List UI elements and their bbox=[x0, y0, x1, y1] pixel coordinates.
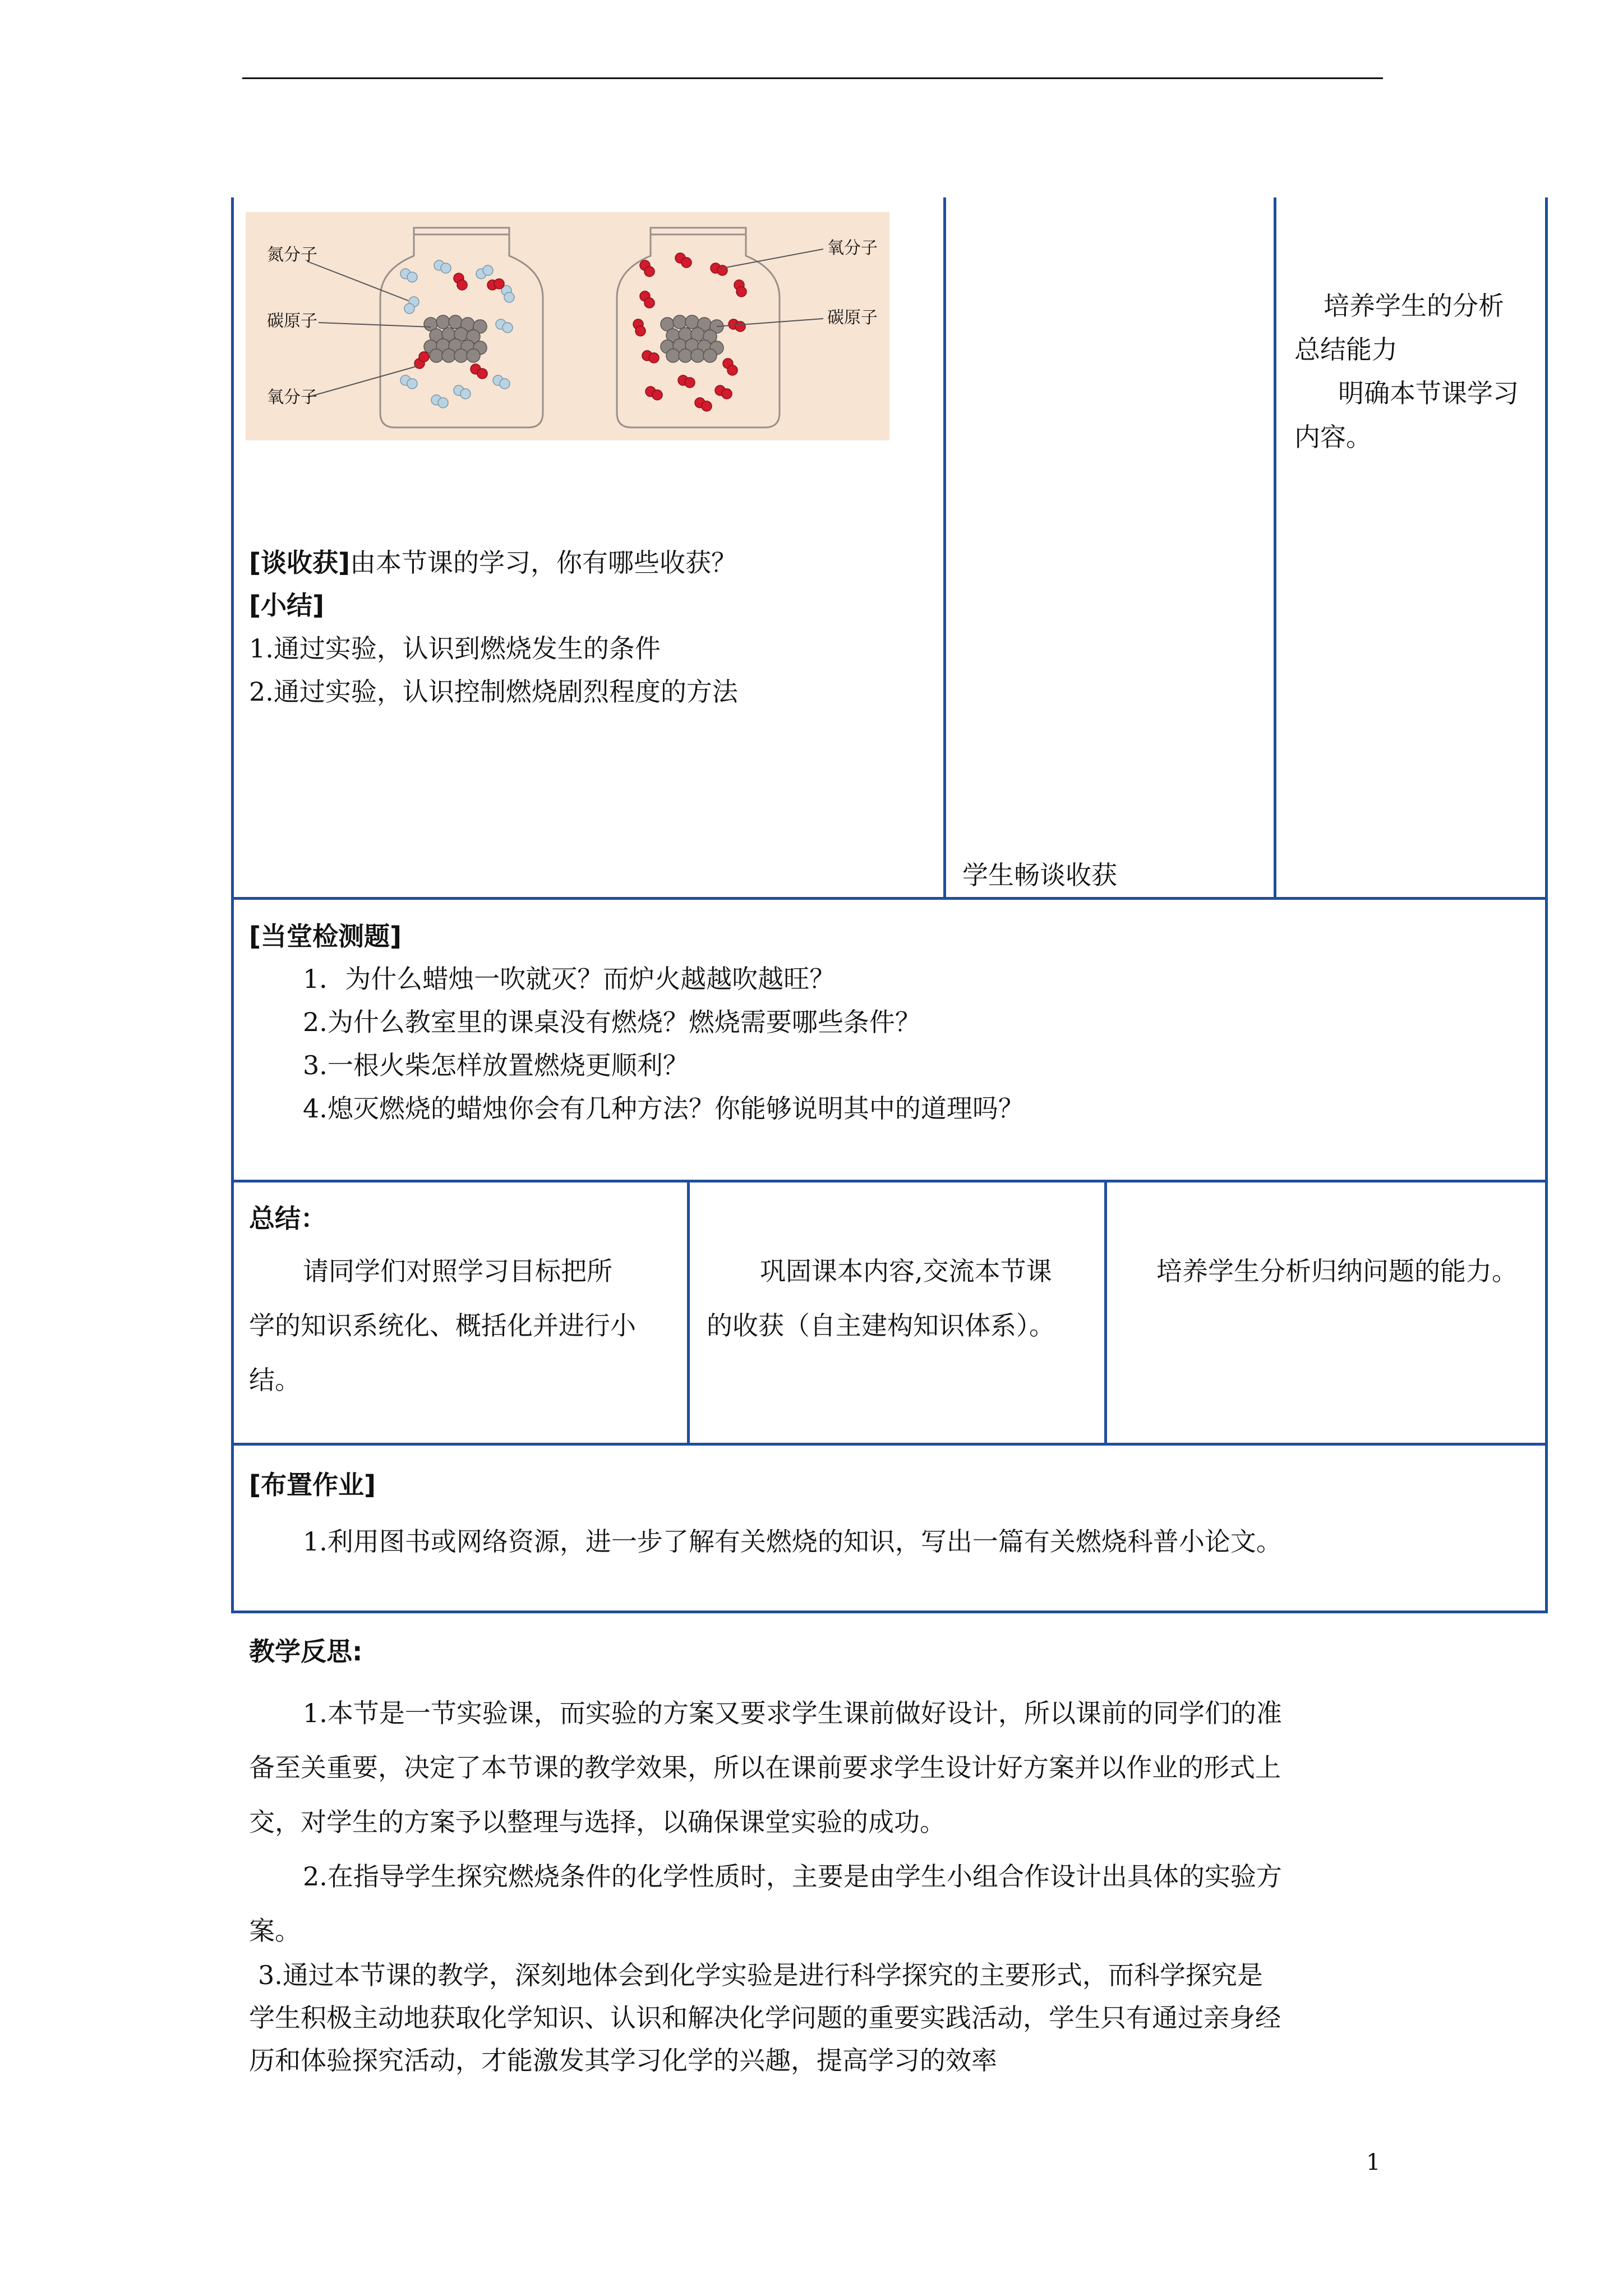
reflection-paragraph-2: 2.在指导学生探究燃烧条件的化学性质时，主要是由学生小组合作设计出具体的实验方 案。 bbox=[249, 1861, 1282, 1946]
homework-item: 1.利用图书或网络资源，进一步了解有关燃烧的知识，写出一篇有关燃烧科普小论文。 bbox=[303, 1526, 1282, 1557]
reflection-title: 教学反思: bbox=[249, 1636, 363, 1667]
conclusion-col2-line2: 的收获（自主建构知识体系）。 bbox=[707, 1310, 1055, 1341]
reflection-paragraph-3: 3.通过本节课的教学，深刻地体会到化学实验是进行科学探究的主要形式，而科学探究是 学生积极主动地获取化学知识、认识和解决化学问题的重要实践活动，学生只有通过亲身经 历和体验探究活动，才能激发其学习化学的兴趣，提高学习的效率 bbox=[249, 1960, 1281, 2076]
combustion-figure bbox=[246, 212, 889, 440]
summary-item-2: 2.通过实验，认识控制燃烧剧烈程度的方法 bbox=[249, 677, 738, 707]
row1-col3-line2: 总结能力 bbox=[1294, 334, 1398, 365]
header-rule bbox=[242, 77, 1383, 79]
row1-col3-line1: 培养学生的分析 bbox=[1324, 291, 1504, 321]
homework-title: [布置作业] bbox=[249, 1470, 376, 1500]
page-number: 1 bbox=[1366, 2150, 1381, 2175]
quiz-item-1: 1．为什么蜡烛一吹就灭？而炉火越越吹越旺？ bbox=[303, 964, 836, 994]
label-oxygen-right: 氧分子 bbox=[827, 238, 878, 258]
carbon-cluster-left bbox=[424, 315, 487, 362]
label-nitrogen-left: 氮分子 bbox=[267, 245, 317, 265]
carbon-cluster-right bbox=[661, 315, 723, 362]
conclusion-col2-line1: 巩固课本内容,交流本节课 bbox=[760, 1256, 1052, 1286]
conclusion-col1-line1: 请同学们对照学习目标把所 bbox=[303, 1256, 612, 1286]
row1-col3-line3: 明确本节课学习 bbox=[1338, 378, 1519, 408]
conclusion-title: 总结： bbox=[249, 1203, 326, 1234]
conclusion-col3: 培养学生分析归纳问题的能力。 bbox=[1156, 1256, 1518, 1286]
conclusion-col1-line2: 学的知识系统化、概括化并进行小 bbox=[249, 1310, 636, 1341]
label-carbon-right: 碳原子 bbox=[827, 308, 878, 328]
summary-item-1: 1.通过实验，认识到燃烧发生的条件 bbox=[249, 633, 661, 664]
quiz-item-3: 3.一根火柴怎样放置燃烧更顺利？ bbox=[303, 1050, 689, 1080]
quiz-item-4: 4.熄灭燃烧的蜡烛你会有几种方法？你能够说明其中的道理吗？ bbox=[303, 1093, 1024, 1124]
quiz-item-2: 2.为什么教室里的课桌没有燃烧？燃烧需要哪些条件？ bbox=[303, 1007, 921, 1037]
harvest-tag: [谈收获] bbox=[249, 547, 351, 578]
label-oxygen-left: 氧分子 bbox=[267, 388, 317, 407]
label-carbon-left: 碳原子 bbox=[267, 311, 317, 331]
quiz-title: [当堂检测题] bbox=[249, 921, 402, 951]
harvest-question: 由本节课的学习，你有哪些收获？ bbox=[350, 547, 737, 578]
conclusion-col1-line3: 结。 bbox=[249, 1365, 301, 1395]
harvest-line bbox=[249, 547, 737, 578]
summary-tag: [小结] bbox=[249, 590, 325, 620]
row1-col3-line4: 内容。 bbox=[1294, 422, 1372, 452]
student-activity: 学生畅谈收获 bbox=[962, 860, 1117, 890]
reflection-paragraph-1: 1.本节是一节实验课，而实验的方案又要求学生课前做好设计，所以课前的同学们的准 备至关重要，决定了本节课的教学效果，所以在课前要求学生设计好方案并以作业的形式上 交，对学生的方案予以整理与选择，以确保课堂实验的成功。 bbox=[249, 1698, 1282, 1837]
